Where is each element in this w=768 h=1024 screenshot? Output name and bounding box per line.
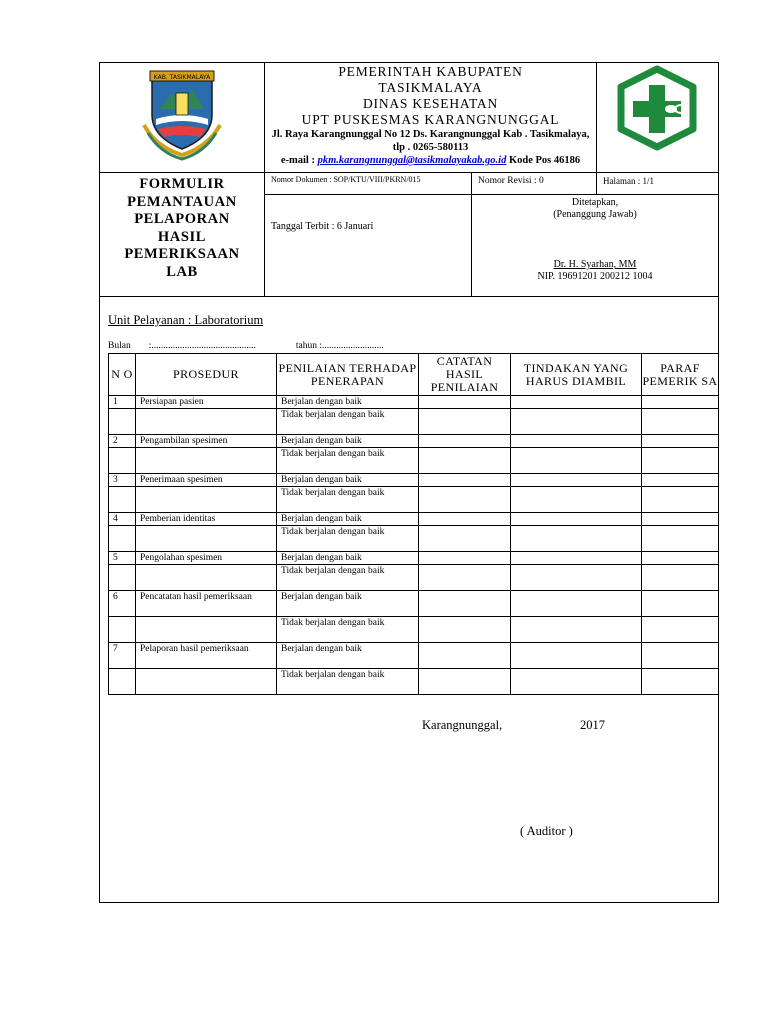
row-tindakan[interactable] (511, 526, 642, 552)
row-catatan[interactable] (419, 669, 511, 695)
table-row (109, 487, 719, 513)
contact-line (265, 154, 596, 167)
approval-block (472, 195, 718, 297)
approved-label: Ditetapkan, (571, 197, 619, 208)
service-unit: Unit Pelayanan : Laboratorium (108, 313, 264, 327)
row-prosedur: Pengambilan spesimen (136, 435, 277, 448)
row-good-option: Berjalan dengan baik (277, 396, 419, 409)
table-row (109, 396, 719, 409)
table-row (109, 591, 719, 617)
row-no: 2 (109, 435, 136, 448)
row-catatan[interactable] (419, 487, 511, 513)
table-row (109, 565, 719, 591)
address: Jl. Raya Karangnunggal No 12 Ds. Karangnunggal Kab . Tasikmalaya, tlp . 0265-580113 (271, 129, 590, 153)
table-row (109, 435, 719, 448)
row-paraf[interactable] (642, 552, 719, 565)
row-no-empty (109, 448, 136, 474)
row-tindakan[interactable] (511, 669, 642, 695)
row-paraf[interactable] (642, 591, 719, 617)
row-paraf[interactable] (642, 474, 719, 487)
district-logo-text: KAB. TASIKMALAYA (153, 74, 211, 81)
row-tindakan[interactable] (511, 591, 642, 617)
gov-line-4: UPT PUSKESMAS KARANGNUNGGAL (301, 112, 560, 127)
row-tindakan[interactable] (511, 435, 642, 448)
puskesmas-logo-cell (597, 63, 718, 173)
government-header (265, 63, 597, 173)
document-frame (99, 62, 719, 903)
district-logo-cell (100, 63, 265, 173)
row-no-empty (109, 526, 136, 552)
form-title-line: LAB (166, 263, 198, 280)
row-bad-option: Tidak berjalan dengan baik (277, 487, 419, 513)
row-tindakan[interactable] (511, 487, 642, 513)
row-prosedur-empty (136, 669, 277, 695)
letterhead (100, 63, 718, 173)
issue-date: Tanggal Terbit : 6 Januari (265, 195, 472, 297)
row-catatan[interactable] (419, 448, 511, 474)
row-catatan[interactable] (419, 396, 511, 409)
row-no: 3 (109, 474, 136, 487)
table-row (109, 617, 719, 643)
row-paraf[interactable] (642, 487, 719, 513)
email-label: e-mail : (280, 155, 318, 166)
district-emblem-icon (100, 63, 265, 173)
signing-year: 2017 (580, 718, 605, 732)
row-catatan[interactable] (419, 474, 511, 487)
month-label: Bulan (108, 341, 131, 351)
row-no-empty (109, 409, 136, 435)
row-tindakan[interactable] (511, 513, 642, 526)
row-prosedur-empty (136, 526, 277, 552)
row-paraf[interactable] (642, 526, 719, 552)
row-tindakan[interactable] (511, 409, 642, 435)
row-bad-option: Tidak berjalan dengan baik (277, 448, 419, 474)
row-prosedur-empty (136, 487, 277, 513)
row-bad-option: Tidak berjalan dengan baik (277, 669, 419, 695)
row-paraf[interactable] (642, 435, 719, 448)
row-paraf[interactable] (642, 565, 719, 591)
table-row (109, 448, 719, 474)
col-catatan: CATATAN HASIL PENILAIAN (419, 354, 511, 396)
col-prosedur: PROSEDUR (136, 354, 277, 396)
table-row (109, 643, 719, 669)
row-good-option: Berjalan dengan baik (277, 474, 419, 487)
row-paraf[interactable] (642, 396, 719, 409)
signer-nip: NIP. 19691201 200212 1004 (537, 271, 653, 282)
form-title-line: HASIL (157, 228, 207, 245)
row-paraf[interactable] (642, 448, 719, 474)
row-good-option: Berjalan dengan baik (277, 513, 419, 526)
row-catatan[interactable] (419, 643, 511, 669)
row-prosedur: Pencatatan hasil pemeriksaan (136, 591, 277, 617)
gov-line-2: TASIKMALAYA (378, 80, 483, 95)
row-prosedur: Penerimaan spesimen (136, 474, 277, 487)
row-no-empty (109, 565, 136, 591)
col-penilaian: PENILAIAN TERHADAP PENERAPAN (277, 354, 419, 396)
table-row (109, 669, 719, 695)
row-tindakan[interactable] (511, 448, 642, 474)
row-no: 6 (109, 591, 136, 617)
row-good-option: Berjalan dengan baik (277, 591, 419, 617)
puskesmas-cross-icon (597, 63, 718, 173)
row-catatan[interactable] (419, 565, 511, 591)
row-paraf[interactable] (642, 643, 719, 669)
table-header-row (109, 354, 719, 396)
month-field[interactable]: :............................................ (148, 341, 256, 351)
row-catatan[interactable] (419, 526, 511, 552)
col-tindakan: TINDAKAN YANG HARUS DIAMBIL (511, 354, 642, 396)
row-no-empty (109, 487, 136, 513)
row-catatan[interactable] (419, 552, 511, 565)
row-tindakan[interactable] (511, 643, 642, 669)
gov-line-1: PEMERINTAH KABUPATEN (338, 64, 523, 79)
form-title-line: PEMANTAUAN (127, 193, 237, 210)
document-info (100, 173, 718, 297)
col-no: N O (109, 354, 136, 396)
row-no: 7 (109, 643, 136, 669)
row-catatan[interactable] (419, 409, 511, 435)
revision-number: Nomor Revisi : 0 (472, 173, 597, 195)
table-row (109, 513, 719, 526)
gov-line-3: DINAS KESEHATAN (362, 96, 499, 111)
table-row (109, 552, 719, 565)
email-link[interactable]: pkm.karangnunggal@tasikmalayakab.go.id (317, 155, 507, 166)
period-line (108, 341, 384, 351)
row-tindakan[interactable] (511, 396, 642, 409)
row-tindakan[interactable] (511, 474, 642, 487)
row-tindakan[interactable] (511, 552, 642, 565)
row-bad-option: Tidak berjalan dengan baik (277, 409, 419, 435)
row-good-option: Berjalan dengan baik (277, 552, 419, 565)
row-paraf[interactable] (642, 409, 719, 435)
row-catatan[interactable] (419, 513, 511, 526)
row-bad-option: Tidak berjalan dengan baik (277, 565, 419, 591)
form-title-line: FORMULIR (139, 176, 225, 192)
row-bad-option: Tidak berjalan dengan baik (277, 617, 419, 643)
row-prosedur: Pelaporan hasil pemeriksaan (136, 643, 277, 669)
monitoring-table (108, 353, 719, 695)
row-paraf[interactable] (642, 513, 719, 526)
table-row (109, 474, 719, 487)
row-no-empty (109, 617, 136, 643)
row-paraf[interactable] (642, 617, 719, 643)
signer-name: Dr. H. Syarhan, MM (553, 259, 637, 270)
page-number: Halaman : 1/1 (597, 173, 718, 195)
auditor-signature: ( Auditor ) (520, 824, 573, 838)
row-no: 5 (109, 552, 136, 565)
row-prosedur-empty (136, 409, 277, 435)
row-tindakan[interactable] (511, 617, 642, 643)
row-paraf[interactable] (642, 669, 719, 695)
row-prosedur: Pemberian identitas (136, 513, 277, 526)
row-good-option: Berjalan dengan baik (277, 435, 419, 448)
responsible-label: (Penanggung Jawab) (553, 209, 637, 220)
row-prosedur-empty (136, 565, 277, 591)
row-bad-option: Tidak berjalan dengan baik (277, 526, 419, 552)
postal-code: Kode Pos 46186 (506, 155, 581, 166)
row-prosedur: Persiapan pasien (136, 396, 277, 409)
document-number: Nomor Dokumen : SOP/KTU/VIII/PKRN/015 (265, 173, 472, 195)
form-title (100, 173, 265, 297)
row-catatan[interactable] (419, 591, 511, 617)
row-prosedur-empty (136, 448, 277, 474)
row-no: 1 (109, 396, 136, 409)
signing-place: Karangnunggal, (422, 718, 503, 732)
row-no: 4 (109, 513, 136, 526)
row-catatan[interactable] (419, 617, 511, 643)
row-catatan[interactable] (419, 435, 511, 448)
form-title-line: PEMERIKSAAN (124, 246, 240, 262)
col-paraf: PARAF PEMERIK SA (642, 354, 719, 396)
table-row (109, 409, 719, 435)
row-no-empty (109, 669, 136, 695)
row-good-option: Berjalan dengan baik (277, 643, 419, 669)
form-title-line: PELAPORAN (134, 211, 230, 227)
row-prosedur: Pengolahan spesimen (136, 552, 277, 565)
table-row (109, 526, 719, 552)
row-tindakan[interactable] (511, 565, 642, 591)
row-prosedur-empty (136, 617, 277, 643)
year-field[interactable]: tahun :.......................... (295, 341, 384, 351)
